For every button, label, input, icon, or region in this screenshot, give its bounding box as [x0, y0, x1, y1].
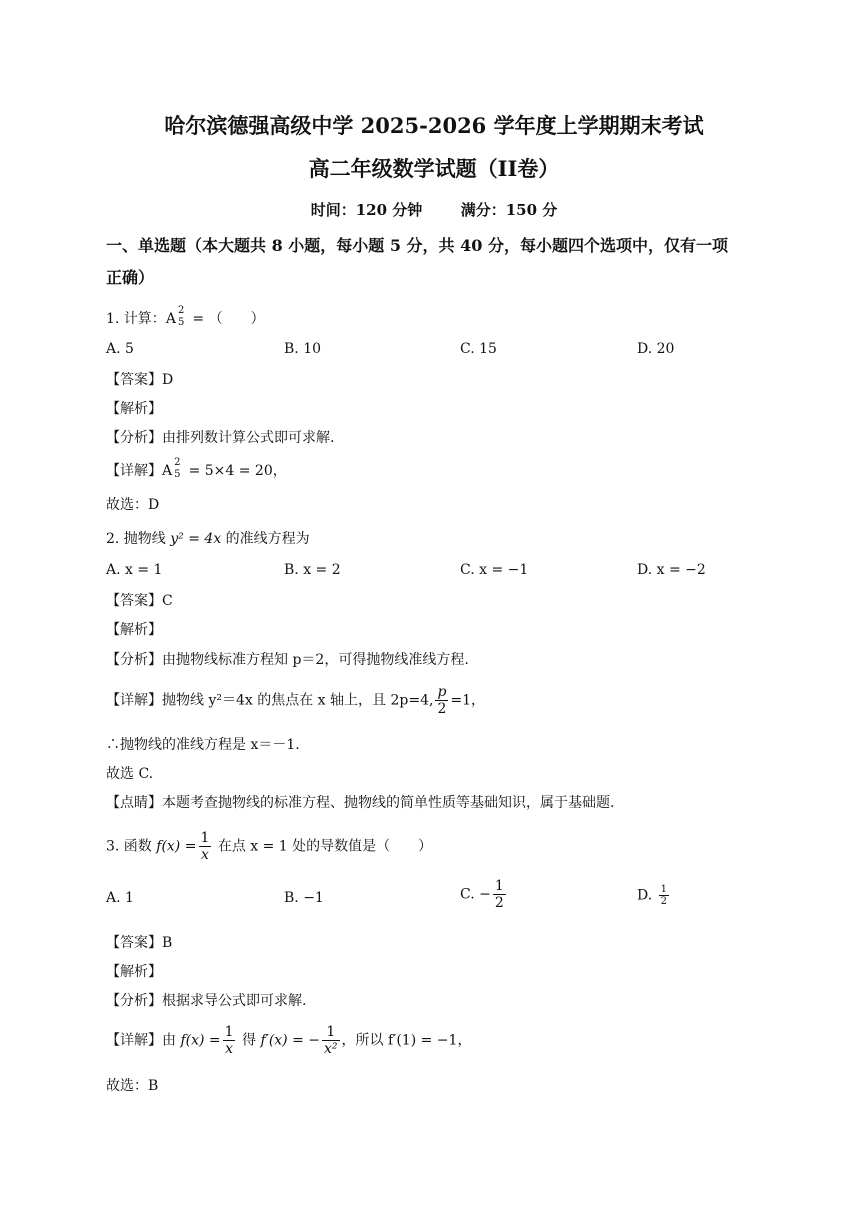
q3-fenxi: 【分析】根据求导公式即可求解. — [106, 993, 307, 1009]
q2-fenxi: 【分析】由抛物线标准方程知 p＝2，可得抛物线准线方程. — [106, 652, 469, 668]
q2-analysis: 【解析】 — [106, 622, 162, 638]
q2-detail: 【详解】抛物线 y²＝4x 的焦点在 x 轴上，且 2p=4, $\frac{p}{2}$ =1， — [106, 684, 486, 717]
q2-option-c: C. x = −1 — [460, 562, 529, 578]
q2-comment: 【点睛】本题考查抛物线的标准方程、抛物线的简单性质等基础知识，属于基础题. — [106, 795, 615, 811]
section-heading-line1: 一、单选题（本大题共 8 小题，每小题 5 分，共 40 分，每小题四个选项中，仅有一项 — [106, 236, 728, 255]
q1-answer: 【答案】D — [106, 372, 174, 388]
q1-analysis: 【解析】 — [106, 401, 162, 417]
q1-option-c: C. 15 — [460, 341, 497, 357]
exam-time: 时间：120 分钟 — [310, 201, 423, 219]
q2-choice: 故选 C. — [106, 766, 154, 782]
q3-stem: 3. 函数 f(x) = $\frac{1}{x}$ 在点 x = 1 处的导数值是（ ） — [106, 830, 433, 863]
q2-option-d: D. x = −2 — [637, 562, 706, 578]
q3-detail: 【详解】由 f(x) = $\frac{1}{x}$ 得 f′(x) = − $\frac{1}{\text{x²}}$ ，所以 f′(1) = −1， — [106, 1024, 472, 1057]
q2-option-a: A. x = 1 — [106, 562, 163, 578]
q1-stem: 1. 计算：A 2 5 = （ ） — [106, 305, 265, 328]
q2-stem: 2. 抛物线 y² = 4x 的准线方程为 — [106, 531, 310, 547]
q2-option-b: B. x = 2 — [284, 562, 341, 578]
q1-detail: 【详解】A 2 5 = 5×4 = 20， — [106, 457, 287, 480]
exam-title: 哈尔滨德强高级中学 2025-2026 学年度上学期期末考试 — [164, 113, 704, 138]
section-heading-line2: 正确） — [106, 268, 155, 287]
q1-fenxi: 【分析】由排列数计算公式即可求解. — [106, 430, 335, 446]
q2-answer: 【答案】C — [106, 593, 173, 609]
q2-conclusion: ∴抛物线的准线方程是 x＝－1. — [106, 737, 300, 753]
exam-meta — [0, 199, 868, 220]
q1-option-d: D. 20 — [637, 341, 675, 357]
q3-analysis: 【解析】 — [106, 964, 162, 980]
exam-subtitle: 高二年级数学试题（II卷） — [308, 156, 560, 181]
q1-choice: 故选：D — [106, 497, 160, 513]
q3-answer: 【答案】B — [106, 935, 173, 951]
exam-score: 满分：150 分 — [460, 201, 558, 219]
q3-option-c: C. − $\frac{1}{2}$ — [460, 878, 504, 911]
q3-option-a: A. 1 — [106, 890, 134, 906]
q3-option-b: B. −1 — [284, 890, 324, 906]
q3-choice: 故选：B — [106, 1078, 159, 1094]
q3-option-d: D. $\frac{1}{2}$ — [637, 884, 668, 907]
q1-option-a: A. 5 — [106, 341, 134, 357]
q1-option-b: B. 10 — [284, 341, 322, 357]
